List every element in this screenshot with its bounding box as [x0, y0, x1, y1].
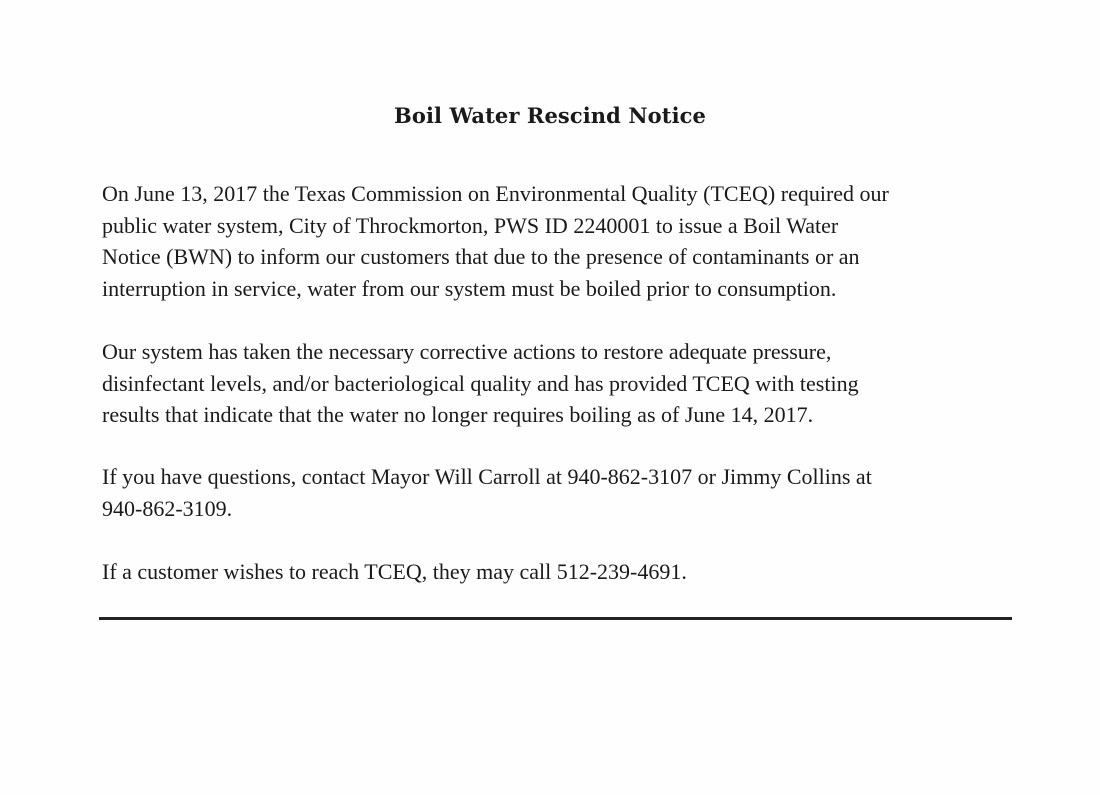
notice-title: Boil Water Rescind Notice — [393, 103, 706, 128]
paragraph-line: disinfectant levels, and/or bacteriological quality and has provided TCEQ with testing — [102, 370, 859, 396]
paragraph-line: If a customer wishes to reach TCEQ, they may call 512-239-4691. — [102, 559, 687, 584]
horizontal-rule — [99, 617, 1012, 620]
paragraph-line: Notice (BWN) to inform our customers that due to the presence of contaminants or an — [102, 244, 860, 269]
paragraph-line: public water system, City of Throckmorton, PWS ID 2240001 to issue a Boil Water — [102, 212, 839, 238]
paragraph-line: If you have questions, contact Mayor Will Carroll at 940-862-3107 or Jimmy Collins at — [102, 464, 872, 489]
paragraph-line: Our system has taken the necessary corrective actions to restore adequate pressure, — [102, 339, 832, 364]
paragraph-line: interruption in service, water from our system must be boiled prior to consumption. — [102, 275, 837, 301]
paragraph-line: results that indicate that the water no longer requires boiling as of June 14, 2017. — [102, 402, 814, 427]
paragraph-line: 940-862-3109. — [102, 495, 233, 521]
notice-paragraph-corrective-actions — [102, 336, 1032, 431]
paragraph-line: On June 13, 2017 the Texas Commission on Environmental Quality (TCEQ) required our — [102, 181, 889, 206]
notice-paragraph-contacts — [102, 461, 1032, 524]
notice-paragraph-bwn-issued — [102, 178, 1032, 304]
notice-paragraph-tceq-contact — [102, 556, 1032, 588]
